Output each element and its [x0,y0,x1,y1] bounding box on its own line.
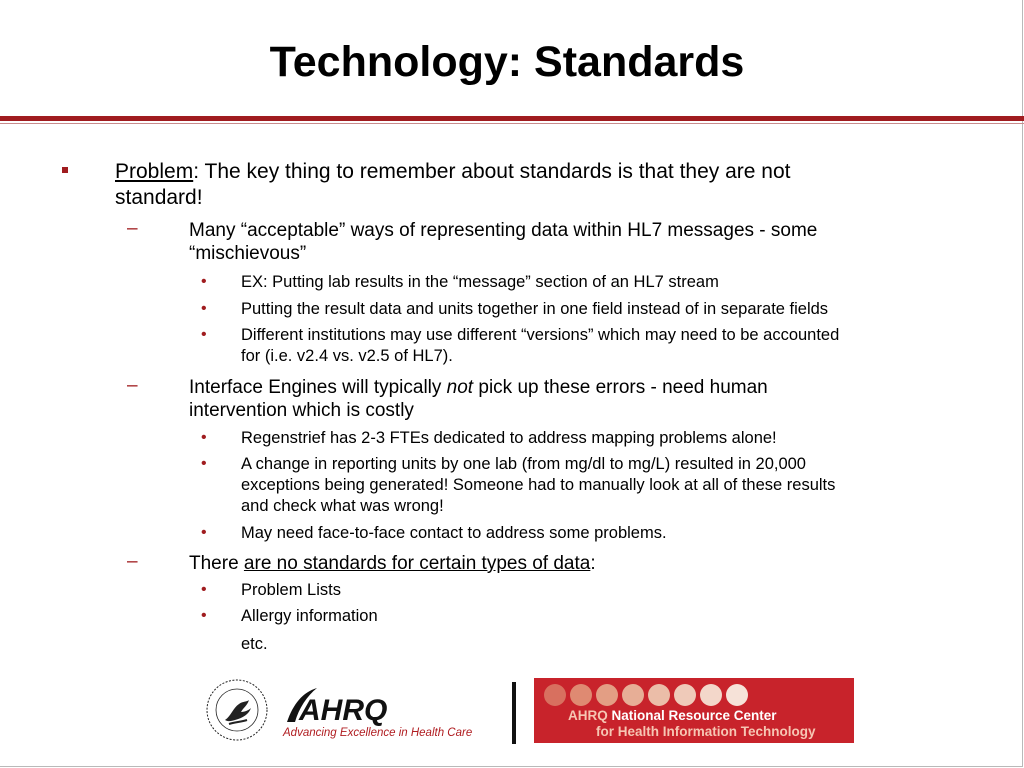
ahrq-logo [285,682,391,726]
list-item: A change in reporting units by one lab (from mg/dl to mg/L) resulted in 20,000 exceptions being generated! Someone had to manually look at all of these results and check what was wrong! [241,455,836,515]
banner-circle [648,684,670,706]
etc-text: etc. [241,635,268,653]
banner-circle [700,684,722,706]
list-item: May need face-to-face contact to address some problems. [241,524,667,542]
tagline: Advancing Excellence in Health Care [283,727,473,739]
list-item: Different institutions may use different “versions” which may need to be accounted for (i.e. v2.4 vs. v2.5 of HL7). [241,326,840,365]
level3-bullet: • [201,455,207,472]
problem-statement: Problem: The key thing to remember about standards is that they are not standard! [115,160,791,209]
nrc-title: AHRQ National Resource Center [568,708,777,723]
nrc-subtitle: for Health Information Technology [596,724,816,739]
banner-circle [570,684,592,706]
list-item: Putting the result data and units together in one field instead of in separate fields [241,300,829,318]
list-item: Allergy information [241,607,378,625]
title-divider-thin [0,123,1024,124]
hhs-seal-icon [205,678,269,742]
svg-text:AHRQ: AHRQ [299,694,388,726]
banner-circle [596,684,618,706]
level1-bullet [62,167,72,177]
title-divider [0,116,1024,121]
level3-bullet: • [201,581,207,598]
level3-bullet: • [201,524,207,541]
level3-bullet: • [201,300,207,317]
point-acceptable-ways: Many “acceptable” ways of representing data within HL7 messages - some “mischievous” [189,220,818,264]
nrc-banner [534,678,854,743]
level2-dash: – [127,218,138,239]
list-item: EX: Putting lab results in the “message” section of an HL7 stream [241,273,719,291]
slide-title: Technology: Standards [269,38,745,86]
list-item: Regenstrief has 2-3 FTEs dedicated to address mapping problems alone! [241,429,777,447]
problem-label: Problem [115,160,194,183]
banner-circle [674,684,696,706]
logo-divider [512,682,516,744]
list-item: Problem Lists [241,581,341,599]
point-interface-engines: Interface Engines will typically not pick up these errors - need human intervention which is costly [189,377,768,421]
banner-circle [544,684,566,706]
level3-bullet: • [201,326,207,343]
level3-bullet: • [201,607,207,624]
point-no-standards: There are no standards for certain types of data: [189,553,596,574]
level3-bullet: • [201,273,207,290]
level2-dash: – [127,375,138,396]
level2-dash: – [127,551,138,572]
level3-bullet: • [201,429,207,446]
banner-circle [726,684,748,706]
banner-circle [622,684,644,706]
